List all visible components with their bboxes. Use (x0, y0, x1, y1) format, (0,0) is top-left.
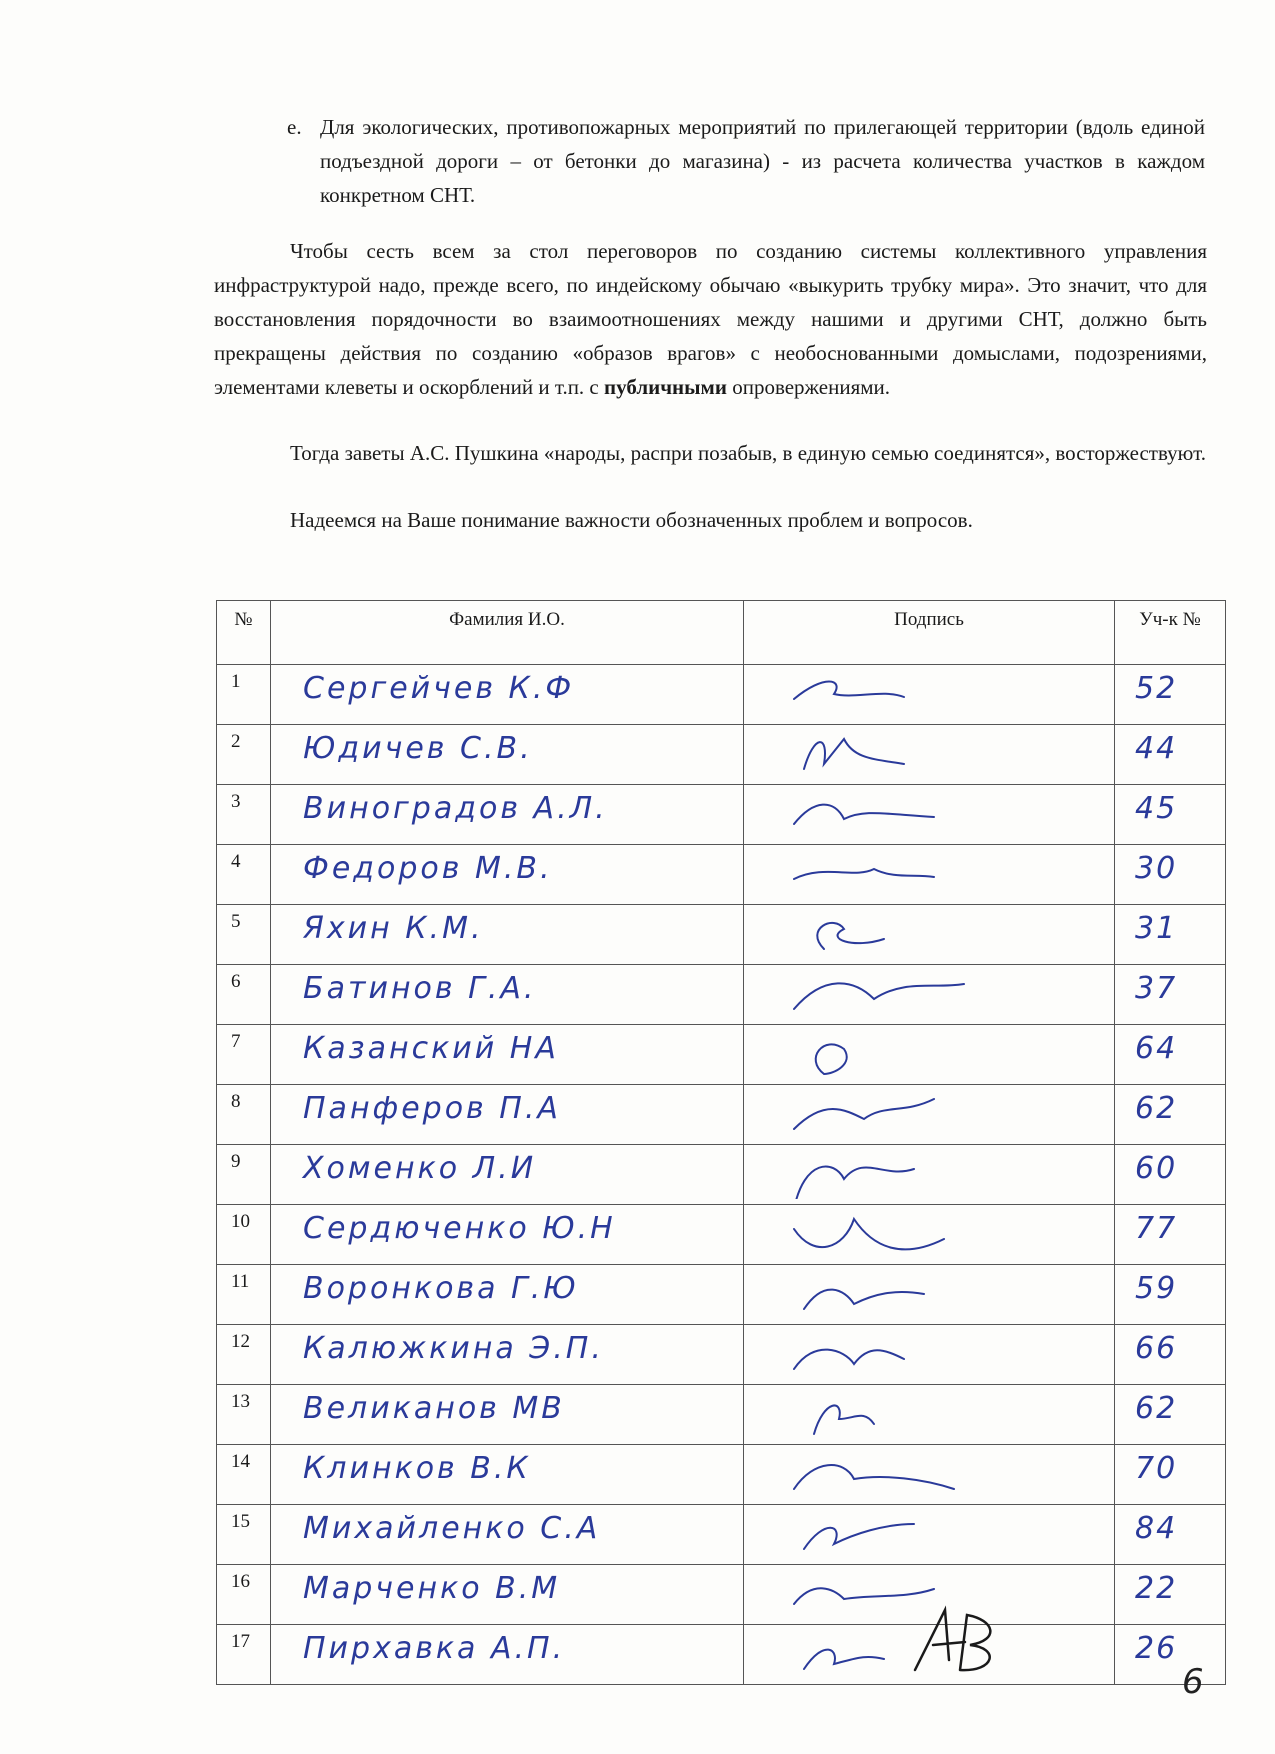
plot-number: 30 (1115, 845, 1226, 905)
handwritten-signature-icon (784, 669, 984, 719)
table-row (217, 1565, 1226, 1625)
paragraph-text-end: опровержениями. (726, 375, 891, 399)
handwritten-signature-icon (784, 789, 984, 839)
signature-cell (744, 1325, 1115, 1385)
table-row (217, 1145, 1226, 1205)
plot-number: 62 (1115, 1385, 1226, 1445)
bottom-signature-icon (905, 1600, 1015, 1685)
row-number: 9 (217, 1145, 271, 1205)
row-number: 15 (217, 1505, 271, 1565)
plot-number: 31 (1115, 905, 1226, 965)
table-row (217, 1445, 1226, 1505)
table-row (217, 1325, 1226, 1385)
member-name: Сердюченко Ю.Н (271, 1205, 744, 1265)
member-name: Юдичев С.В. (271, 725, 744, 785)
handwritten-signature-icon (784, 1389, 984, 1439)
table-row (217, 1085, 1226, 1145)
signature-cell (744, 1265, 1115, 1325)
list-item-text: Для экологических, противопожарных мероприятий по прилегающей территории (вдоль единой подъездной дороги – от бетонки до магазина) - из расчета количества участков в каждом конкретном СНТ. (320, 115, 1205, 207)
list-marker: е. (287, 115, 302, 139)
row-number: 2 (217, 725, 271, 785)
member-name: Виноградов А.Л. (271, 785, 744, 845)
plot-number: 70 (1115, 1445, 1226, 1505)
plot-number: 77 (1115, 1205, 1226, 1265)
plot-number: 52 (1115, 665, 1226, 725)
table-body (217, 665, 1226, 1685)
signature-table (216, 600, 1226, 1685)
member-name: Хоменко Л.И (271, 1145, 744, 1205)
member-name: Михайленко С.А (271, 1505, 744, 1565)
row-number: 16 (217, 1565, 271, 1625)
paragraph-text: Чтобы сесть всем за стол переговоров по созданию системы коллективного управления инфраструктурой надо, прежде всего, по индейскому обычаю «выкурить трубку мира». Это значит, что для восстановления порядочности во взаимоотношениях между нашими и другими СНТ, должно быть прекращены действия по созданию «образов врагов» с необоснованными домыслами, подозрениями, элементами клеветы и оскорблений и т.п. с (214, 239, 1207, 399)
member-name: Калюжкина Э.П. (271, 1325, 744, 1385)
member-name: Батинов Г.А. (271, 965, 744, 1025)
plot-number: 62 (1115, 1085, 1226, 1145)
table-row (217, 845, 1226, 905)
signature-cell (744, 845, 1115, 905)
handwritten-signature-icon (784, 969, 984, 1019)
handwritten-signature-icon (784, 729, 984, 779)
plot-number: 22 (1115, 1565, 1226, 1625)
plot-number: 45 (1115, 785, 1226, 845)
page-number: 6 (1182, 1662, 1204, 1702)
handwritten-signature-icon (784, 1269, 984, 1319)
plot-number: 66 (1115, 1325, 1226, 1385)
member-name: Казанский НА (271, 1025, 744, 1085)
table-row (217, 785, 1226, 845)
row-number: 1 (217, 665, 271, 725)
row-number: 8 (217, 1085, 271, 1145)
member-name: Пирхавка А.П. (271, 1625, 744, 1685)
member-name: Яхин К.М. (271, 905, 744, 965)
member-name: Панферов П.А (271, 1085, 744, 1145)
row-number: 5 (217, 905, 271, 965)
handwritten-signature-icon (784, 1449, 984, 1499)
table-row (217, 1025, 1226, 1085)
table-row (217, 905, 1226, 965)
member-name: Клинков В.К (271, 1445, 744, 1505)
table-row (217, 725, 1226, 785)
signature-cell (744, 1445, 1115, 1505)
handwritten-signature-icon (784, 909, 984, 959)
plot-number: 60 (1115, 1145, 1226, 1205)
signature-cell (744, 665, 1115, 725)
row-number: 13 (217, 1385, 271, 1445)
signature-cell (744, 905, 1115, 965)
member-name: Великанов МВ (271, 1385, 744, 1445)
plot-number: 84 (1115, 1505, 1226, 1565)
table-row (217, 1265, 1226, 1325)
row-number: 12 (217, 1325, 271, 1385)
table-row (217, 1505, 1226, 1565)
member-name: Федоров М.В. (271, 845, 744, 905)
signature-cell (744, 725, 1115, 785)
row-number: 11 (217, 1265, 271, 1325)
signature-cell (744, 1385, 1115, 1445)
handwritten-signature-icon (784, 1509, 984, 1559)
table-header-row (217, 601, 1226, 665)
member-name: Марченко В.М (271, 1565, 744, 1625)
signature-cell (744, 1205, 1115, 1265)
handwritten-signature-icon (784, 1329, 984, 1379)
bold-word: публичными (604, 375, 727, 399)
row-number: 7 (217, 1025, 271, 1085)
table-row (217, 1625, 1226, 1685)
handwritten-signature-icon (784, 1089, 984, 1139)
table-row (217, 1385, 1226, 1445)
list-item-e (287, 110, 1205, 212)
table-row (217, 665, 1226, 725)
signature-cell (744, 1145, 1115, 1205)
plot-number: 64 (1115, 1025, 1226, 1085)
paragraph-pushkin: Тогда заветы А.С. Пушкина «народы, распри позабыв, в единую семью соединятся», восторжествуют. (290, 441, 1206, 465)
signature-cell (744, 785, 1115, 845)
member-name: Воронкова Г.Ю (271, 1265, 744, 1325)
header-plot: Уч-к № (1115, 601, 1226, 665)
plot-number: 37 (1115, 965, 1226, 1025)
row-number: 6 (217, 965, 271, 1025)
plot-number: 26 (1115, 1625, 1226, 1685)
paragraph-closing: Надеемся на Ваше понимание важности обозначенных проблем и вопросов. (290, 508, 973, 532)
row-number: 10 (217, 1205, 271, 1265)
header-number: № (217, 601, 271, 665)
signature-cell (744, 1085, 1115, 1145)
row-number: 4 (217, 845, 271, 905)
plot-number: 44 (1115, 725, 1226, 785)
handwritten-signature-icon (784, 1149, 984, 1199)
header-signature: Подпись (744, 601, 1115, 665)
table-row (217, 1205, 1226, 1265)
handwritten-signature-icon (784, 1209, 984, 1259)
row-number: 3 (217, 785, 271, 845)
signature-cell (744, 1025, 1115, 1085)
handwritten-signature-icon (784, 849, 984, 899)
row-number: 17 (217, 1625, 271, 1685)
paragraph-peace (214, 234, 1207, 404)
signature-cell (744, 1505, 1115, 1565)
plot-number: 59 (1115, 1265, 1226, 1325)
handwritten-signature-icon (784, 1029, 984, 1079)
table-row (217, 965, 1226, 1025)
row-number: 14 (217, 1445, 271, 1505)
member-name: Сергейчев К.Ф (271, 665, 744, 725)
signature-cell (744, 965, 1115, 1025)
header-name: Фамилия И.О. (271, 601, 744, 665)
